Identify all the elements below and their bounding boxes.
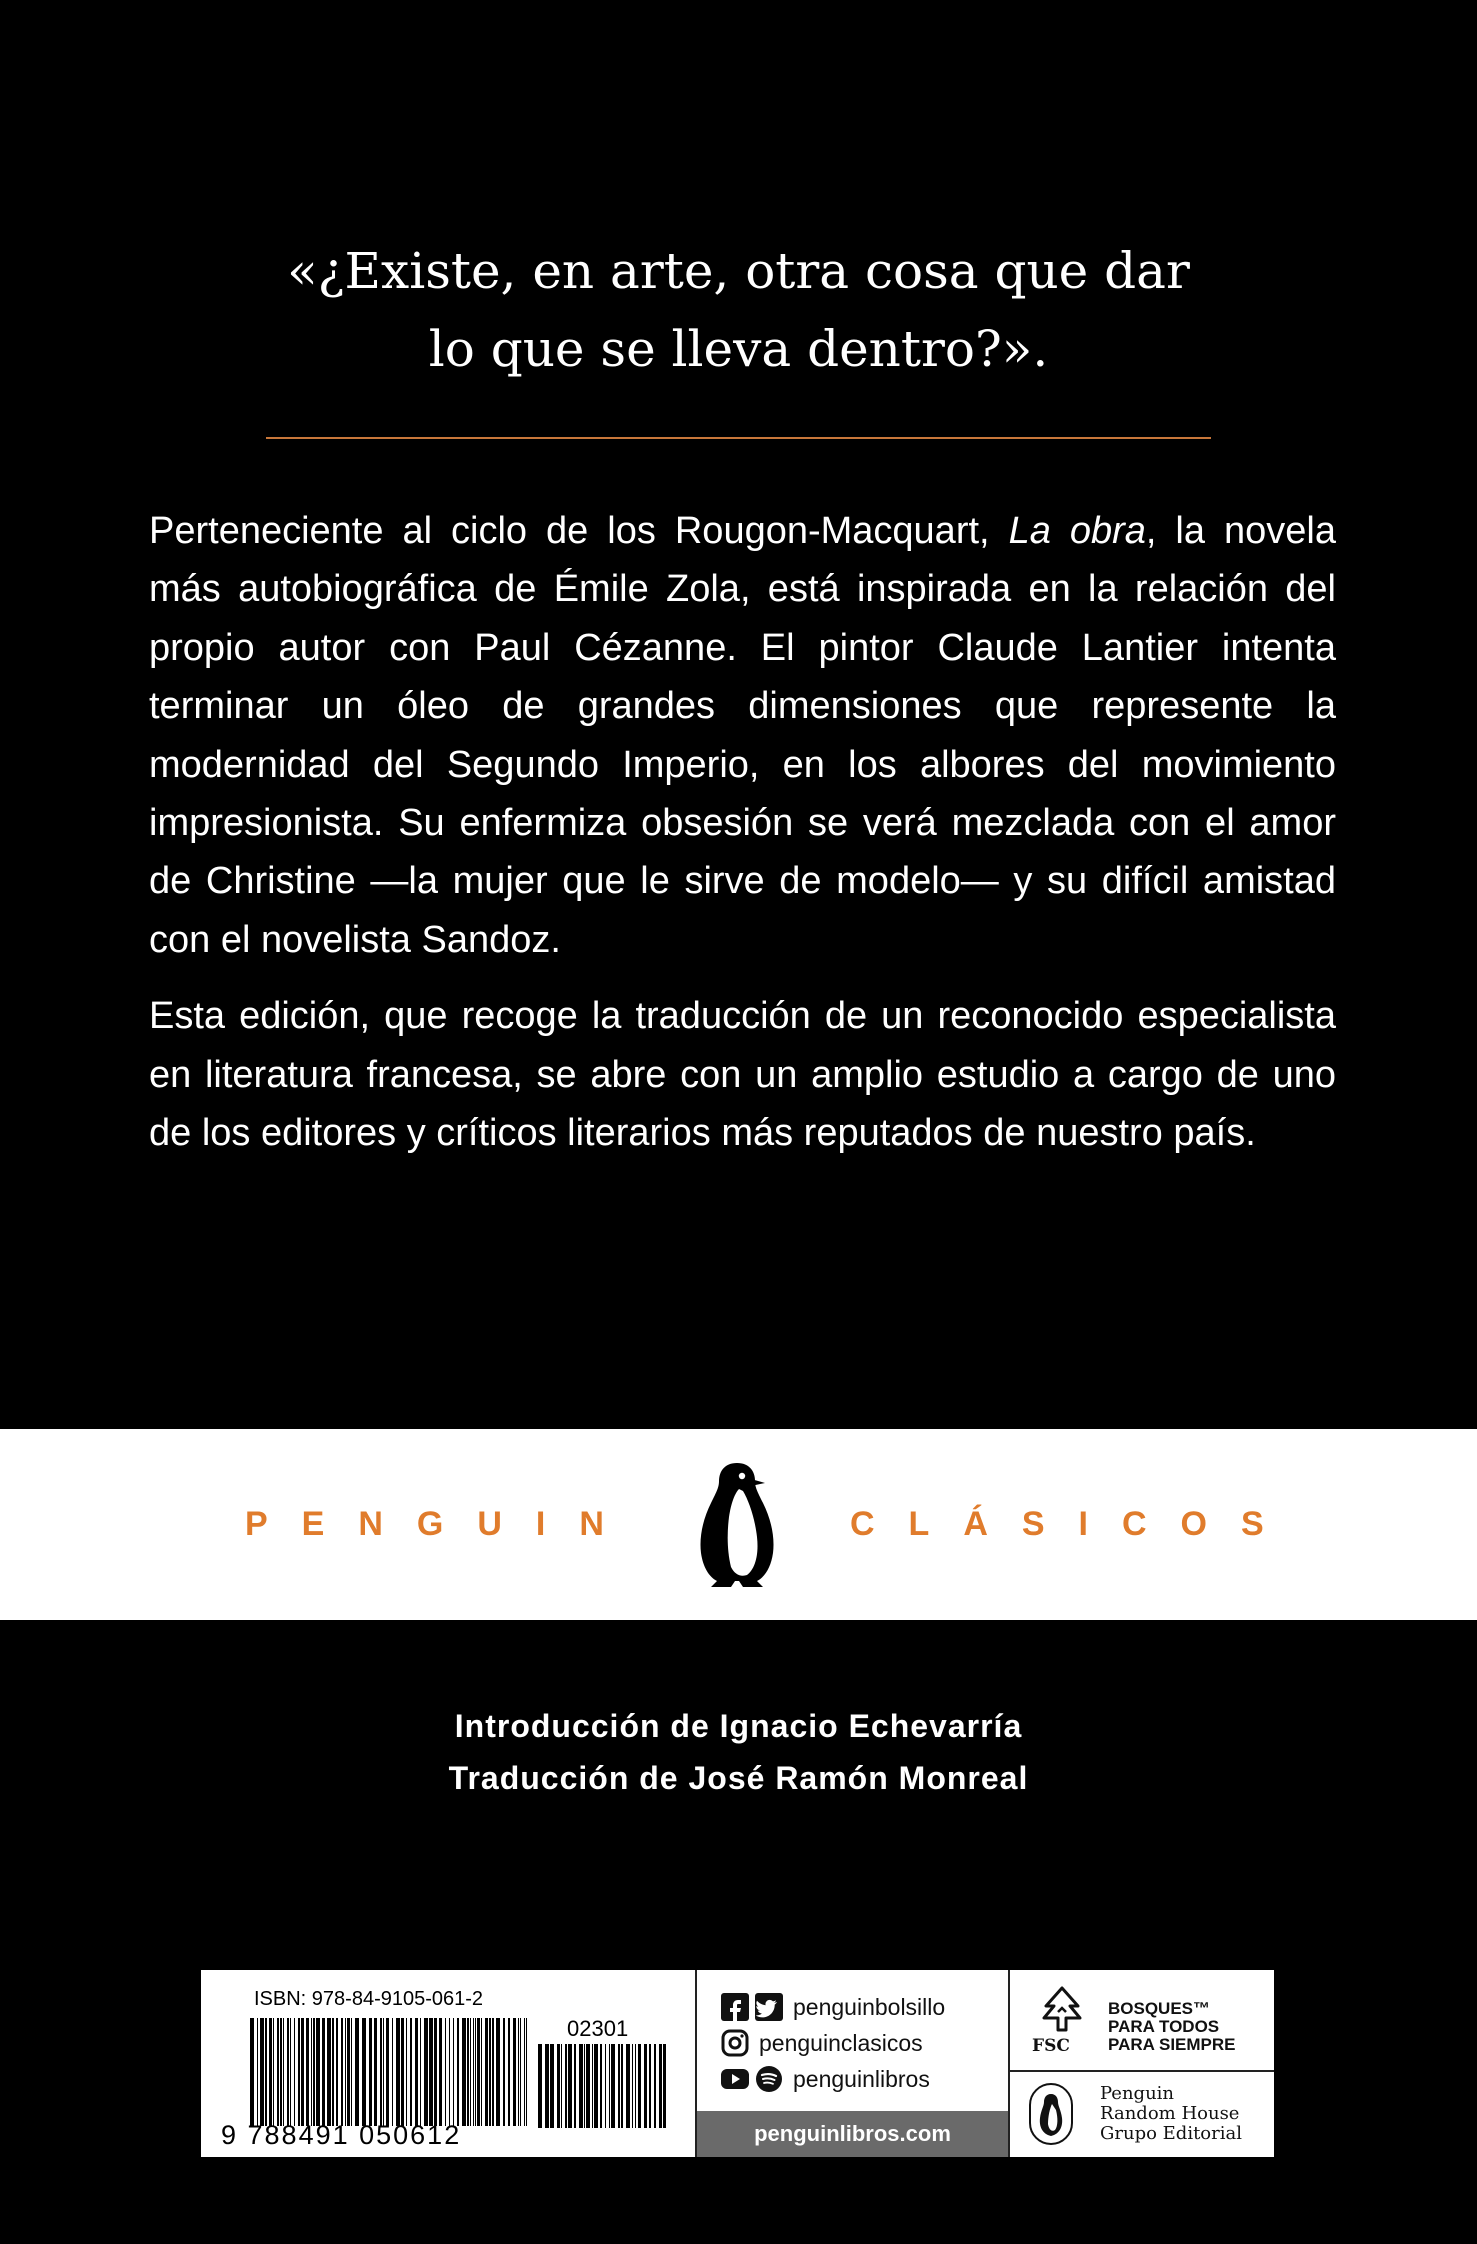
barcode-bar [273, 2018, 274, 2126]
barcode-bar [609, 2044, 610, 2128]
barcode-bar [584, 2044, 585, 2128]
barcode-addon-icon [538, 2044, 666, 2128]
isbn-label: ISBN: 978-84-9105-061-2 [254, 1988, 484, 2010]
introduction-credit: Introducción de Ignacio Echevarría [454, 1708, 1023, 1744]
barcode-bar [383, 2018, 384, 2126]
barcode-bar [485, 2018, 488, 2126]
barcode-bar [453, 2018, 454, 2126]
barcode-bar [462, 2018, 466, 2126]
barcode-bar [306, 2018, 309, 2126]
barcode-bar [496, 2018, 500, 2126]
barcode-bar [513, 2018, 516, 2126]
publisher-name-line: Grupo Editorial [1100, 2123, 1242, 2144]
barcode-bar [311, 2018, 312, 2126]
barcode-bar [489, 2018, 491, 2126]
barcode-bar [347, 2018, 350, 2126]
barcode-bar [594, 2044, 598, 2128]
twitter-icon [755, 1993, 783, 2021]
synopsis-paragraph-1 [149, 502, 1336, 969]
barcode-bar [481, 2018, 482, 2126]
social-links [695, 1970, 1008, 2157]
barcode-bar [341, 2018, 343, 2126]
barcode-bar [600, 2044, 602, 2128]
barcode-bar [477, 2018, 480, 2126]
social-row-clasicos[interactable] [721, 2026, 923, 2060]
fsc-tree-icon [1036, 1984, 1088, 2036]
barcode-bar [250, 2018, 254, 2126]
social-row-bolsillo[interactable] [721, 1990, 945, 2024]
barcode-bar [492, 2018, 494, 2126]
barcode-bar [654, 2044, 656, 2128]
quote-line-2: lo que se lleva dentro?». [428, 320, 1049, 378]
barcode-bar [392, 2018, 393, 2126]
barcode-digits: 9 788491 050612 [221, 2120, 462, 2150]
fsc-slogan-line: BOSQUES™ [1108, 1999, 1211, 2018]
barcode-bar [429, 2018, 433, 2126]
barcode-bar [475, 2018, 476, 2126]
synopsis-paragraph-2: Esta edición, que recoge la traducción de un reconocido especialista en literatura francesa, se abre con un amplio estudio a cargo de uno de los editores y críticos literarios más reputados de nuestro país. [149, 995, 1336, 1155]
epigraph-quote [0, 232, 1477, 388]
barcode-bar [611, 2044, 615, 2128]
series-word-penguin: PENGUIN [245, 1505, 638, 1543]
barcode-bar [473, 2018, 474, 2126]
barcode-bar [301, 2018, 304, 2126]
synopsis-text: Perteneciente al ciclo de los Rougon-Macquart, [149, 510, 1009, 552]
barcode-bar [626, 2044, 630, 2128]
publisher-name [1100, 2084, 1242, 2144]
barcode-bar [269, 2018, 272, 2126]
barcode-bar [524, 2018, 525, 2126]
barcode-bar [283, 2018, 284, 2126]
quote-divider [266, 437, 1211, 439]
back-info-panel [201, 1970, 1274, 2157]
penguin-clasicos-band [0, 1429, 1477, 1620]
book-title-italic: La obra [1008, 510, 1146, 552]
publisher-logo [1010, 2070, 1274, 2157]
barcode-main-icon [250, 2018, 530, 2126]
barcode-bar [445, 2018, 446, 2126]
barcode-bar [545, 2044, 549, 2128]
fsc-slogan-line: PARA SIEMPRE [1108, 2035, 1236, 2054]
handle-penguinbolsillo: penguinbolsillo [793, 1993, 946, 2020]
barcode-bar [290, 2018, 291, 2126]
barcode-bar [565, 2044, 567, 2128]
barcode-bar [362, 2018, 366, 2126]
barcode-bar [503, 2018, 505, 2126]
barcode-bar [526, 2018, 527, 2126]
barcode-bar [574, 2044, 576, 2128]
barcode-bar [406, 2018, 407, 2126]
handle-penguinlibros: penguinlibros [793, 2065, 930, 2092]
penguin-random-house-icon [1028, 2082, 1074, 2146]
publisher-name-line: Penguin [1100, 2083, 1175, 2104]
spotify-icon [755, 2065, 783, 2093]
barcode-bar [467, 2018, 469, 2126]
social-row-libros[interactable] [721, 2062, 930, 2096]
barcode-bar [374, 2018, 377, 2126]
barcode-bar [592, 2044, 593, 2128]
barcode-bar [449, 2018, 450, 2126]
barcode-bar [260, 2018, 264, 2126]
barcode-bar [410, 2018, 412, 2126]
barcode-bar [508, 2018, 510, 2126]
barcode-zone [201, 1970, 695, 2157]
fsc-logo [1010, 1970, 1274, 2072]
barcode-bar [380, 2018, 382, 2126]
fsc-slogan-line: PARA TODOS [1108, 2017, 1220, 2036]
barcode-addon-number: 02301 [567, 2016, 629, 2041]
barcode-bar [332, 2018, 334, 2126]
series-word-clasicos: CLÁSICOS [850, 1505, 1298, 1543]
barcode-bar [336, 2018, 338, 2126]
website-link[interactable]: penguinlibros.com [697, 2111, 1008, 2157]
barcode-bar [316, 2018, 320, 2126]
brand-logos [1008, 1970, 1274, 2157]
barcode-bar [659, 2044, 662, 2128]
barcode-bar [287, 2018, 289, 2126]
quote-line-1: «¿Existe, en arte, otra cosa que dar [287, 242, 1190, 300]
barcode-bar [470, 2018, 471, 2126]
barcode-bar [280, 2018, 282, 2126]
barcode-bar [265, 2018, 267, 2126]
barcode-bar [424, 2018, 428, 2126]
barcode-bar [635, 2044, 636, 2128]
barcode-bar [557, 2044, 560, 2128]
barcode-bar [568, 2044, 572, 2128]
youtube-icon [721, 2065, 749, 2093]
barcode-bar [621, 2044, 623, 2128]
barcode-bar [401, 2018, 404, 2126]
barcode-bar [586, 2044, 590, 2128]
translation-credit: Traducción de José Ramón Monreal [448, 1760, 1029, 1796]
barcode-bar [561, 2044, 562, 2128]
barcode-bar [457, 2018, 459, 2126]
barcode-bar [369, 2018, 372, 2126]
barcode-bar [294, 2018, 295, 2126]
barcode-bar [663, 2044, 666, 2128]
barcode-bar [434, 2018, 437, 2126]
barcode-bar [313, 2018, 315, 2126]
barcode-bar [322, 2018, 325, 2126]
barcode-bar [277, 2018, 279, 2126]
barcode-bar [298, 2018, 300, 2126]
fsc-slogan [1108, 2000, 1236, 2054]
penguin-logo-icon [695, 1459, 779, 1591]
barcode-bar [538, 2044, 542, 2128]
barcode-bar [345, 2018, 346, 2126]
barcode-bar [644, 2044, 647, 2128]
barcode-bar [618, 2044, 620, 2128]
synopsis-text: , la novela más autobiográfica de Émile Zola, está inspirada en la relación del propio autor con Paul Cézanne. El pintor Claude Lantier intenta terminar un óleo de grandes dimensiones que represente la modernidad del Segundo Imperio, en los albores del movimiento impresionista. Su enfermiza obsesión se verá mezclada con el amor de Christine —la mujer que le sirve de modelo— y su difícil amistad con el novelista Sandoz. [149, 510, 1336, 961]
fsc-abbreviation: FSC [1032, 2036, 1070, 2056]
barcode-bar [355, 2018, 359, 2126]
barcode-bar [605, 2044, 606, 2128]
credits [0, 1700, 1477, 1804]
synopsis [149, 502, 1336, 1162]
publisher-name-line: Random House [1100, 2103, 1240, 2124]
barcode-bar [550, 2044, 554, 2128]
barcode-bar [439, 2018, 442, 2126]
barcode-bar [396, 2018, 400, 2126]
barcode-bar [415, 2018, 418, 2126]
barcode-bar [520, 2018, 521, 2126]
facebook-icon [721, 1993, 749, 2021]
handle-penguinclasicos: penguinclasicos [759, 2029, 923, 2056]
barcode-bar [351, 2018, 352, 2126]
barcode-bar [420, 2018, 421, 2126]
barcode-bar [632, 2044, 633, 2128]
barcode-bar [638, 2044, 641, 2128]
barcode-bar [518, 2018, 519, 2126]
barcode-bar [327, 2018, 331, 2126]
barcode-bar [257, 2018, 258, 2126]
instagram-icon [721, 2029, 749, 2057]
barcode-bar [649, 2044, 651, 2128]
barcode-bar [386, 2018, 389, 2126]
barcode-bar [579, 2044, 583, 2128]
